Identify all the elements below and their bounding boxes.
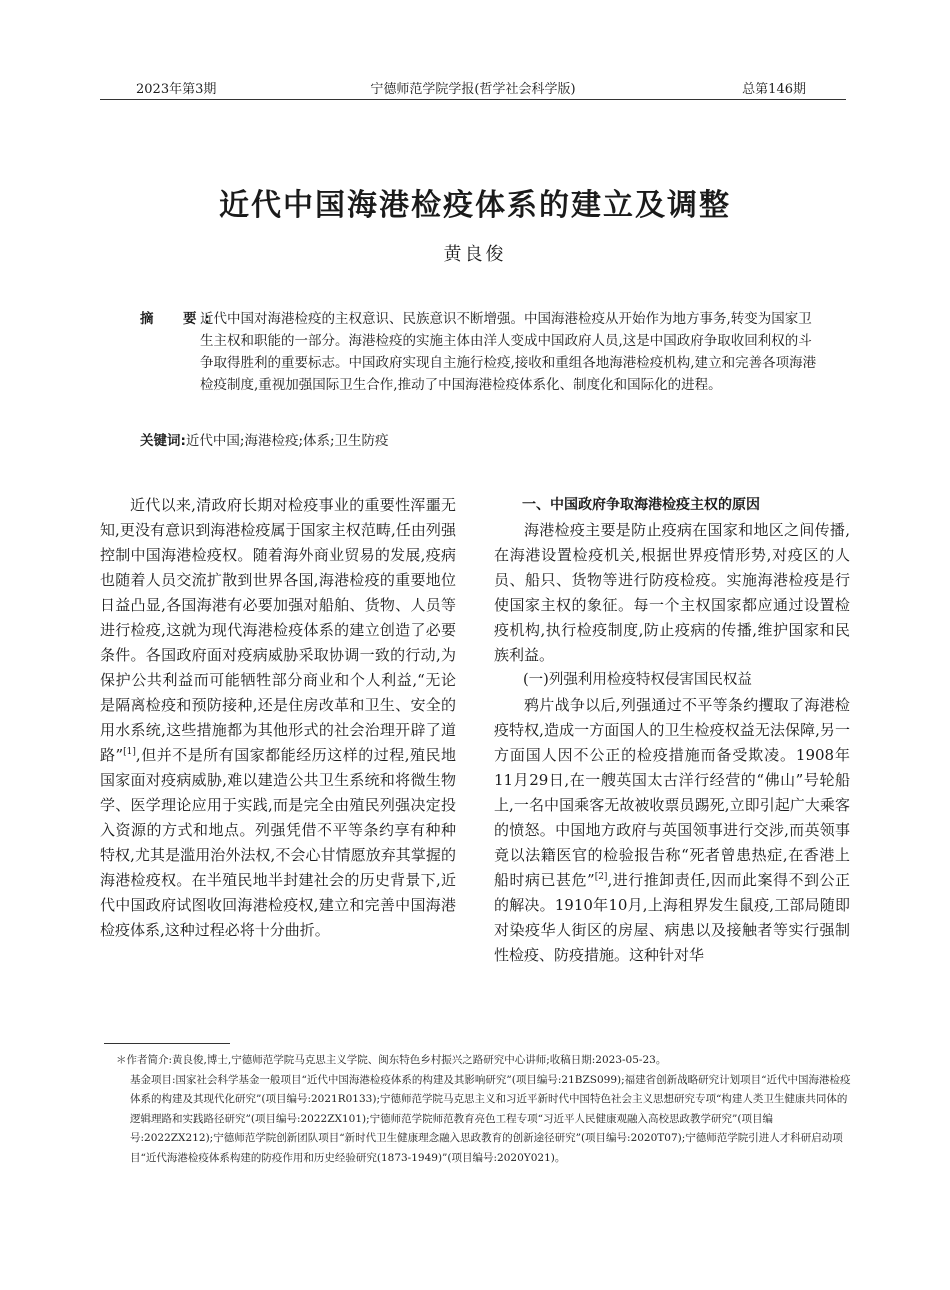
body-column-left xyxy=(100,493,456,943)
article-author: 黄良俊 xyxy=(443,244,507,265)
footnotes xyxy=(116,1051,856,1168)
keywords-label: 关键词: xyxy=(140,433,186,449)
journal-name: 宁德师范学院学报(哲学社会科学版) xyxy=(370,82,576,97)
subsection-heading: (一)列强利用检疫特权侵害国民权益 xyxy=(523,672,752,688)
paragraph-text: ,但并不是所有国家都能经历这样的过程,殖民地国家面对疫病威胁,难以建造公共卫生系统和将微生物学、医学理论应用于实践,而是完全由殖民列强决定投入资源的方式和地点。列强凭借不平等条约享有种种特权,尤其是滥用治外法权,不会心甘情愿放弃其掌握的海港检疫权。在半殖民地半封建社会的历史背景下,近代中国政府试图收回海港检疫权,建立和完善中国海港检疫体系,这种过程必将十分曲折。 xyxy=(100,746,456,939)
body-column-right xyxy=(494,493,850,968)
paragraph-text: 近代以来,清政府长期对检疫事业的重要性浑噩无知,更没有意识到海港检疫属于国家主权范畴,任由列强控制中国海港检疫权。随着海外商业贸易的发展,疫病也随着人员交流扩散到世界各国,海港检疫的重要地位日益凸显,各国海港有必要加强对船舶、货物、人员等进行检疫,这就为现代海港检疫体系的建立创造了必要条件。各国政府面对疫病威胁采取协调一致的行动,为保护公共利益而可能牺牲部分商业和个人利益,“无论是隔离检疫和预防接种,还是住房改革和卫生、安全的用水系统,这些措施都为其他形式的社会治理开辟了道路” xyxy=(100,496,456,764)
abstract-text: 近代中国对海港检疫的主权意识、民族意识不断增强。中国海港检疫从开始作为地方事务,转变为国家卫生主权和职能的一部分。海港检疫的实施主体由洋人变成中国政府人员,这是中国政府争取收回利权的斗争取得胜利的重要标志。中国政府实现自主施行检疫,接收和重组各地海港检疫机构,建立和完善各项海港检疫制度,重视加强国际卫生合作,推动了中国海港检疫体系化、制度化和国际化的进程。 xyxy=(200,311,817,393)
footnote-rule xyxy=(104,1043,230,1044)
funding-footnote: 基金项目:国家社会科学基金一般项目“近代中国海港检疫体系的构建及其影响研究”(项目编号:21BZS099);福建省创新战略研究计划项目“近代中国海港检疫体系的构建及其现代化研究”(项目编号:2021R0133);宁德师范学院马克思主义和习近平新时代中国特色社会主义思想研究专项“构建人类卫生健康共同体的逻辑理路和实践路径研究”(项目编号:2022ZX101);宁德师范学院师范教育亮色工程专项“习近平人民健康观融入高校思政教学研究”(项目编号:2022ZX212);宁德师范学院创新团队项目“新时代卫生健康理念融入思政教育的创新途径研究”(项目编号:2020T07);宁德师范学院引进人才科研启动项目“近代海港检疫体系构建的防疫作用和历史经验研究(1873-1949)”(项目编号:2020Y021)。 xyxy=(130,1073,851,1164)
body-paragraph xyxy=(494,693,850,968)
paragraph-text: 鸦片战争以后,列强通过不平等条约攫取了海港检疫特权,造成一方面国人的卫生检疫权益无法保障,另一方面国人因不公正的检疫措施而备受欺凌。1908年11月29日,在一艘英国太古洋行经营的“佛山”号轮船上,一名中国乘客无故被收票员踢死,立即引起广大乘客的愤怒。中国地方政府与英国领事进行交涉,而英领事竟以法籍医官的检验报告称“死者曾患热症,在香港上船时病已甚危” xyxy=(494,696,850,889)
header-rule xyxy=(100,99,846,100)
issue-label: 2023年第3期 xyxy=(136,82,217,97)
citation-ref: [1] xyxy=(123,747,136,757)
total-issue-label: 总第146期 xyxy=(742,82,806,97)
paragraph-text: ,进行推卸责任,因而此案得不到公正的解决。1910年10月,上海租界发生鼠疫,工部局随即对染疫华人街区的房屋、病患以及接触者等实行强制性检疫、防疫措施。这种针对华 xyxy=(494,871,850,964)
running-header xyxy=(100,78,846,98)
section-heading: 一、中国政府争取海港检疫主权的原因 xyxy=(522,497,760,513)
abstract-label: 摘 要: xyxy=(140,311,218,327)
body-paragraph xyxy=(100,493,456,943)
abstract xyxy=(140,308,820,396)
citation-ref: [2] xyxy=(594,872,608,882)
author-footnote: ＊作者简介:黄良俊,博士,宁德师范学院马克思主义学院、闽东特色乡村振兴之路研究中心讲师;收稿日期:2023-05-23。 xyxy=(116,1054,667,1066)
keywords-text: 近代中国;海港检疫;体系;卫生防疫 xyxy=(185,433,389,449)
keywords xyxy=(140,430,820,452)
body-paragraph: 海港检疫主要是防止疫病在国家和地区之间传播,在海港设置检疫机关,根据世界疫情形势,对疫区的人员、船只、货物等进行防疫检疫。实施海港检疫是行使国家主权的象征。每一个主权国家都应通过设置检疫机构,执行检疫制度,防止疫病的传播,维护国家和民族利益。 xyxy=(494,521,850,664)
article-title: 近代中国海港检疫体系的建立及调整 xyxy=(219,188,731,223)
